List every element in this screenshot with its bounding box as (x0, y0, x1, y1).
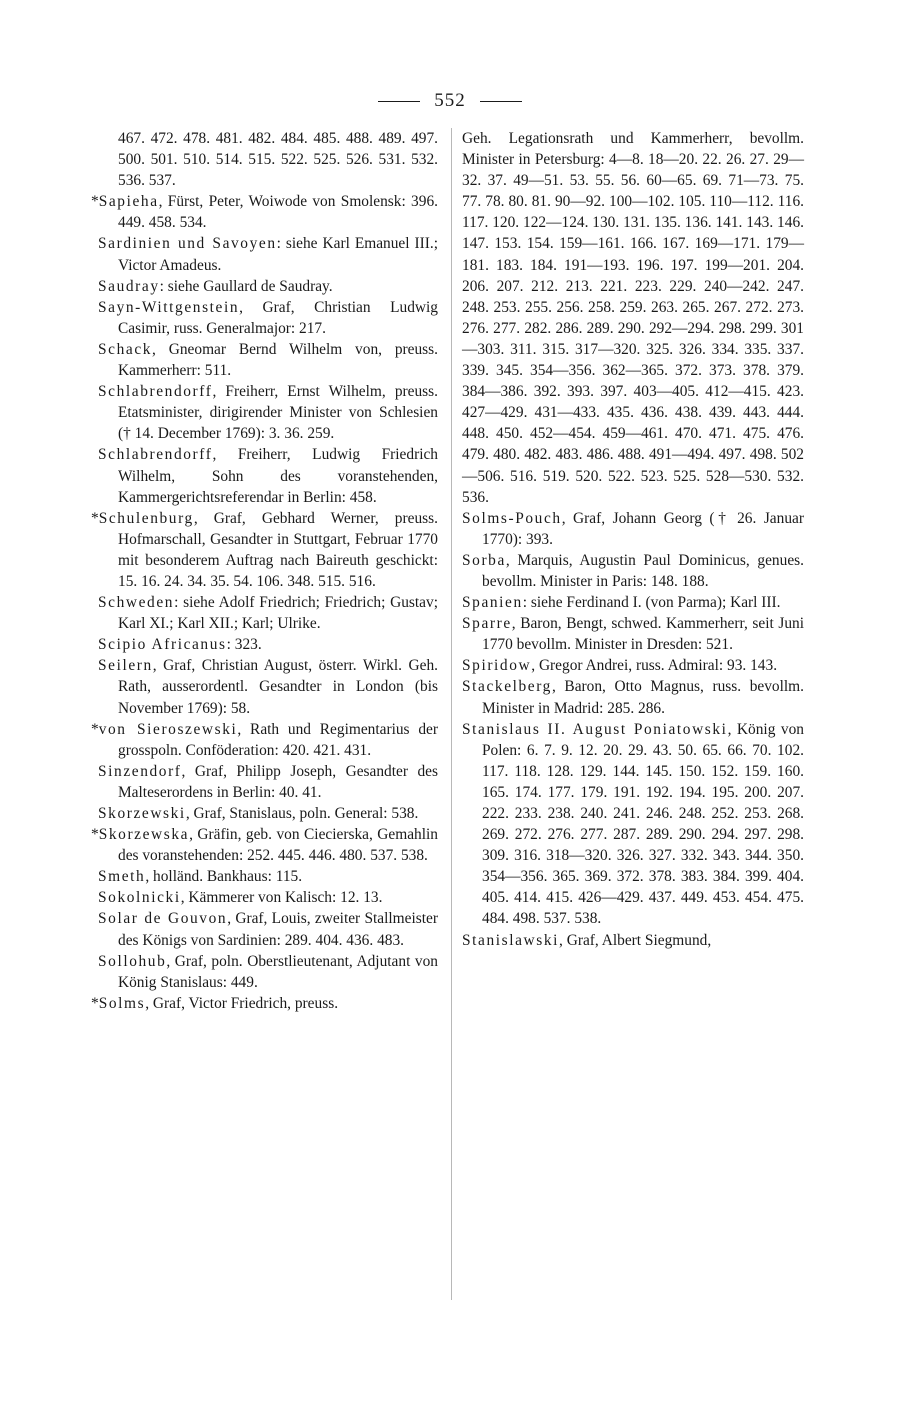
entry-headword: Skorzewska (98, 826, 190, 844)
index-entry (91, 719, 438, 761)
entry-text: , Graf, Victor Friedrich, preuss. (145, 994, 339, 1012)
entry-headword: Schlabrendorff (98, 446, 213, 464)
index-entry (462, 719, 804, 930)
entry-text: , Gregor Andrei, russ. Admiral: 93. 143. (531, 657, 778, 675)
entry-text: : siehe Karl Emanuel III.; Victor Amadeus. (118, 235, 438, 274)
entry-text: , Graf, Louis, zweiter Stallmeister des Königs von Sardinien: 289. 404. 436. 483. (118, 910, 438, 949)
entry-headword: Stackelberg (462, 678, 552, 696)
entry-text: 467. 472. 478. 481. 482. 484. 485. 488. 489. 497. 500. 501. 510. 514. 515. 522. 525. 526. 531. 532. 536. 537. (118, 130, 438, 190)
index-entry (91, 824, 438, 866)
entry-headword: Sapieha (98, 193, 159, 211)
entry-text: , Freiherr, Ludwig Friedrich Wilhelm, Sohn des voranstehenden, Kammergerichtsreferendar in Berlin: 458. (118, 446, 438, 506)
entry-headword: Schweden (98, 594, 175, 612)
index-entry-continuation (118, 128, 438, 191)
entry-text: , Graf, Stanislaus, poln. General: 538. (185, 805, 419, 822)
entry-text: , Baron, Otto Magnus, russ. bevollm. Minister in Madrid: 285. 286. (482, 678, 804, 717)
entry-headword: Stanislaus II. August Poniatowski (462, 720, 728, 738)
index-entry (462, 930, 804, 951)
index-entry (98, 803, 438, 824)
entry-text: , Fürst, Peter, Woiwode von Smolensk: 396. 449. 458. 534. (118, 193, 438, 232)
entry-text: , Marquis, Augustin Paul Dominicus, genues. bevollm. Minister in Paris: 148. 188. (482, 551, 804, 590)
entry-star-mark: * (91, 826, 99, 844)
index-entry (98, 951, 438, 993)
index-entry (91, 508, 438, 592)
entry-headword: Schlabrendorff (98, 383, 213, 401)
index-entry (98, 297, 438, 339)
entry-text: : 323. (226, 636, 262, 654)
entry-headword: Sokolnicki (98, 889, 181, 907)
entry-text: , Graf, Gebhard Werner, preuss. Hofmarschall, Gesandter in Stuttgart, Februar 1770 mit besonderem Auftrag nach Baireuth geschickt: 15. 16. 24. 34. 35. 54. 106. 348. 515. 516. (118, 509, 438, 590)
index-entry (462, 550, 804, 592)
entry-text: , Rath und Regimentarius der grosspoln. Conföderation: 420. 421. 431. (118, 720, 438, 759)
index-entry (98, 276, 438, 297)
entry-text: , Gräfin, geb. von Ciecierska, Gemahlin des voranstehenden: 252. 445. 446. 480. 537. 538. (118, 826, 438, 865)
entry-headword: Saudray (98, 277, 160, 295)
right-column (462, 128, 804, 1300)
index-entry (462, 613, 804, 655)
entry-headword: Schack (98, 340, 153, 358)
entry-text: , Kämmerer von Kalisch: 12. 13. (180, 889, 383, 907)
entry-headword: Schulenburg (98, 509, 194, 527)
index-entry (98, 444, 438, 507)
entry-text: , Graf, poln. Oberstlieutenant, Adjutant von König Stanislaus: 449. (118, 952, 438, 991)
entry-text: , Graf, Johann Georg († 26. Januar 1770): 393. (482, 509, 804, 548)
index-entry (91, 191, 438, 233)
header-rule-right (480, 101, 522, 102)
entry-headword: Skorzewski (98, 805, 186, 822)
index-entry (98, 592, 438, 634)
index-entry-continuation (462, 128, 804, 508)
entry-headword: von Sieroszewski (98, 720, 238, 738)
entry-text: : siehe Adolf Friedrich; Friedrich; Gustav; Karl XI.; Karl XII.; Karl; Ulrike. (118, 594, 438, 633)
entry-headword: Solar de Gouvon (98, 910, 228, 928)
entry-text: Geh. Legationsrath und Kammerherr, bevollm. Minister in Petersburg: 4—8. 18—20. 22. 26. 27. 29—32. 37. 49—51. 53. 55. 56. 60—65. 69. 71—73. 75. 77. 78. 80. 81. 90—92. 100—102. 105. 110—112. 116. 117. 120. 122—124. 130. 131. 135. 136. 141. 143. 146. 147. 153. 154. 159—161. 166. 167. 169—171. 179—181. 183. 184. 191—193. 196. 197. 199—201. 204. 206. 207. 212. 213. 221. 223. 229. 240—242. 247. 248. 253. 255. 256. 258. 259. 263. 265. 267. 272. 273. 276. 277. 282. 286. 289. 290. 292—294. 298. 299. 301—303. 311. 315. 317—320. 325. 326. 334. 335. 337. 339. 345. 354—356. 362—365. 372. 373. 378. 379. 384—386. 392. 393. 397. 403—405. 412—415. 423. 427—429. 431—433. 435. 436. 438. 439. 443. 444. 448. 450. 452—454. 459—461. 470. 471. 475. 476. 479. 480. 482. 483. 486. 488. 491—494. 497. 498. 502—506. 516. 519. 520. 522. 523. 525. 528—530. 532. 536. (462, 130, 804, 506)
left-column (91, 128, 438, 1300)
index-entry (98, 887, 438, 908)
entry-text: , Graf, Philipp Joseph, Gesandter des Malteserordens in Berlin: 40. 41. (118, 762, 438, 801)
entry-text: , Gneomar Bernd Wilhelm von, preuss. Kammerherr: 511. (118, 340, 438, 380)
index-entry (98, 761, 438, 803)
index-entry (462, 655, 804, 676)
index-entry (462, 592, 804, 613)
entry-text: , Freiherr, Ernst Wilhelm, preuss. Etatsminister, dirigirender Minister von Schlesien († 14. December 1769): 3. 36. 259. (118, 383, 438, 443)
entry-headword: Seilern (98, 657, 153, 675)
index-entry (98, 381, 438, 444)
entry-text: , holländ. Bankhaus: 115. (145, 868, 303, 886)
entry-star-mark: * (91, 994, 99, 1012)
page-header (0, 86, 900, 116)
entry-text: , Graf, Christian August, österr. Wirkl. Geh. Rath, ausserordentl. Gesandter in London (bis November 1769): 58. (118, 657, 438, 717)
index-entry (98, 655, 438, 718)
entry-text: , Graf, Albert Siegmund, (559, 931, 712, 949)
index-entry (462, 676, 804, 718)
entry-text: : siehe Ferdinand I. (von Parma); Karl III. (522, 594, 781, 612)
entry-star-mark: * (91, 193, 99, 211)
entry-star-mark: * (91, 509, 99, 527)
entry-headword: Smeth (98, 868, 146, 886)
index-entry (98, 233, 438, 275)
entry-headword: Solms-Pouch (462, 509, 562, 527)
page-number: 552 (434, 90, 466, 111)
entry-headword: Scipio Africanus (98, 636, 227, 654)
index-entry (98, 634, 438, 655)
index-entry (462, 508, 804, 550)
index-entry (98, 866, 438, 887)
entry-headword: Sinzendorf (98, 762, 182, 780)
column-divider (451, 128, 452, 1300)
entry-text: : siehe Gaullard de Saudray. (159, 277, 333, 295)
index-entry (98, 339, 438, 381)
entry-text: , König von Polen: 6. 7. 9. 12. 20. 29. 43. 50. 65. 66. 70. 102. 117. 118. 128. 129. 144. 145. 150. 152. 159. 160. 165. 174. 177. 179. 191. 192. 194. 195. 200. 207. 222. 233. 238. 240. 241. 246. 248. 252. 253. 268. 269. 272. 276. 277. 287. 289. 290. 294. 297. 298. 309. 316. 318—320. 326. 327. 332. 343. 344. 350. 354—356. 365. 369. 372. 378. 383. 384. 399. 404. 405. 414. 415. 426—429. 437. 449. 453. 454. 475. 484. 498. 537. 538. (482, 720, 804, 928)
entry-headword: Spanien (462, 594, 523, 612)
entry-text: , Baron, Bengt, schwed. Kammerherr, seit Juni 1770 bevollm. Minister in Dresden: 521. (482, 615, 804, 654)
header-rule-left (378, 101, 420, 102)
entry-headword: Sorba (462, 551, 506, 569)
entry-headword: Solms (98, 994, 146, 1012)
entry-headword: Spiridow (462, 657, 532, 675)
entry-star-mark: * (91, 720, 99, 738)
entry-headword: Sollohub (98, 952, 167, 970)
entry-headword: Sayn-Wittgenstein (98, 298, 240, 316)
entry-headword: Sparre (462, 615, 512, 633)
entry-headword: Stanislawski (462, 931, 560, 949)
index-entry (98, 908, 438, 950)
entry-headword: Sardinien und Savoyen (98, 235, 277, 253)
index-entry (91, 993, 438, 1014)
entry-text: , Graf, Christian Ludwig Casimir, russ. Generalmajor: 217. (118, 298, 438, 337)
